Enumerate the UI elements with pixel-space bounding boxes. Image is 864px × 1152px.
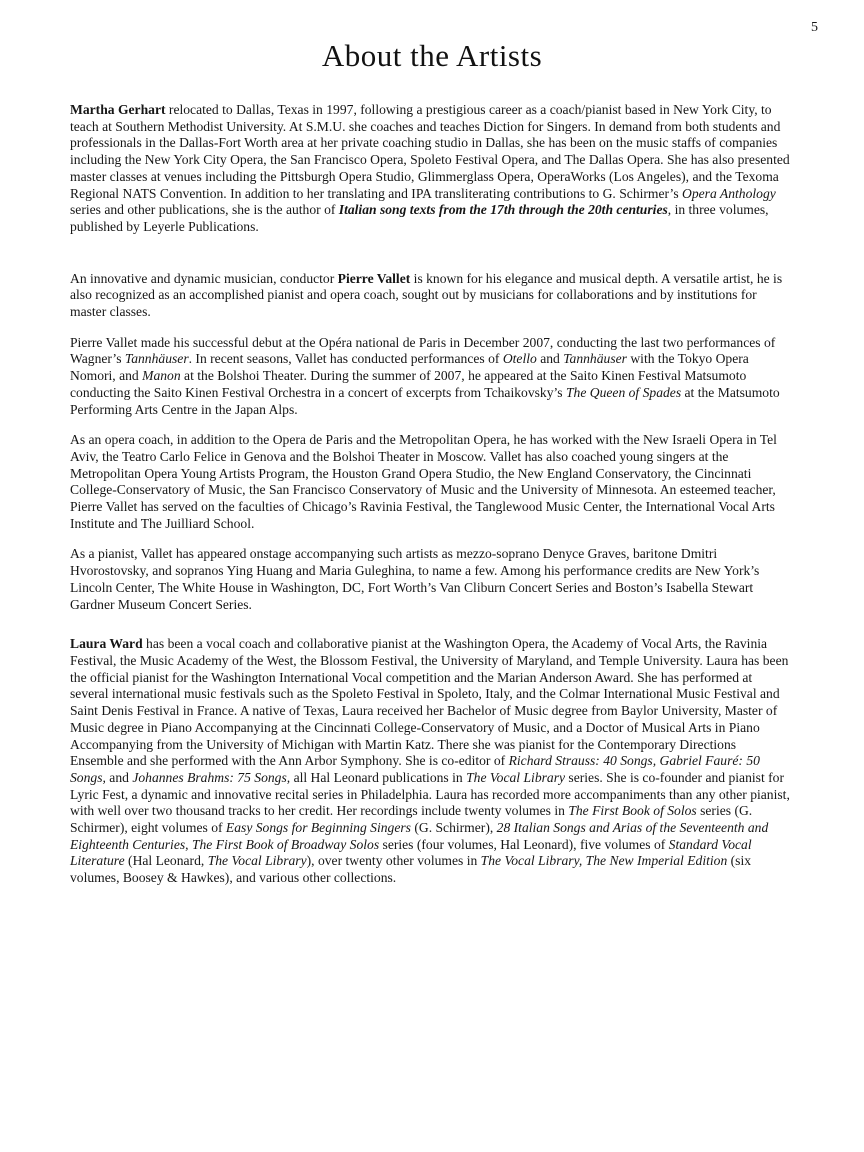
paragraph-pierre-vallet-conducting [70,335,792,419]
paragraph-martha-gerhart [70,102,792,236]
text-run: at the Matsumoto Performing Arts Centre in the Japan Alps. [70,384,780,417]
text-run: with the Tokyo Opera Nomori, and [70,351,749,384]
text-run: The First Book of Broadway Solos [191,836,380,852]
text-run: all Hal Leonard publications in [290,769,467,785]
text-run: Manon [142,368,181,384]
text-run: series. She is co-founder and pianist for Lyric Fest, a dynamic and innovative recital series in Philadelphia. Laura has recorded more accompaniments than any other pianist, with well over two thousand tracks to her credit. Her recordings include twenty volumes in [70,769,790,819]
text-run: The First Book of Solos [568,803,697,819]
text-run: and [536,351,564,367]
paragraph-pierre-vallet-pianist [70,546,792,613]
text-run: 28 Italian Songs and Arias of the Seventeenth and Eighteenth Centuries [70,820,769,852]
text-run: Martha Gerhart [70,102,166,117]
text-run: . In recent seasons, Vallet has conducted performances of [188,351,503,367]
text-run: relocated to Dallas, Texas in 1997, following a prestigious career as a coach/pianist based in New York City, to teach at Southern Methodist University. At S.M.U. she coaches and teaches Diction for Singers. In demand from both students and professionals in the Dallas-Fort Worth area at her private coaching studio in Dallas, she has been on the music staffs of companies including the New York City Opera, the San Francisco Opera, Spoleto Festival Opera, and The Dallas Opera. She has also presented master classes at venues including the Pittsburgh Opera Studio, Glimmerglass Opera, OperaWorks (Los Angeles), and the Texoma Regional NATS Convention. In addition to her translating and IPA transliterating contributions to G. Schirmer’s [70,102,790,201]
paragraph-pierre-vallet-intro [70,271,792,321]
text-run: Italian song texts from the 17th through the 20th centuries [338,202,668,218]
text-run: has been a vocal coach and collaborative pianist at the Washington Opera, the Academy of Vocal Arts, the Ravinia Festival, the Music Academy of the West, the Blossom Festival, the University of Maryland, and Temple University. Laura has been the official pianist for the Washington International Vocal competition and the Marian Anderson Award. She has performed at several international music festivals such as the Spoleto Festival in Spoleto, Italy, and the Colmar International Music Festival and Saint Denis Festival in France. A native of Texas, Laura received her Bachelor of Music degree from Baylor University, Master of Music degree in Piano Accompanying at the Cincinnati College-Conservatory of Music, and a Doctor of Musical Arts in Piano Accompanying from the University of Michigan with Martin Katz. There she was pianist for the Contemporary Directions Ensemble and she performed with the Ann Arbor Symphony. She is co-editor of [70,636,789,769]
text-run: The Vocal Library [207,853,307,869]
text-run: (G. Schirmer), [410,820,497,836]
text-run: Pierre Vallet [337,270,411,286]
text-run: Standard Vocal Literature [70,836,752,869]
text-run: (Hal Leonard, [124,853,208,869]
text-run: The Vocal Library, The New Imperial Edition [480,853,728,869]
text-run: series (G. Schirmer), eight volumes of [70,803,753,836]
text-run: As a pianist, Vallet has appeared onstage accompanying such artists as mezzo-soprano Denyce Graves, baritone Dmitri Hvorostovsky, and sopranos Ying Huang and Maria Guleghina, to name a few. Among his performance credits are New York’s Lincoln Center, The White House in Washington, DC, Fort Worth’s Van Cliburn Concert Series and Boston’s Isabella Stewart Gardner Museum Concert Series. [70,546,760,612]
text-run: Easy Songs for Beginning Singers [225,820,411,836]
text-run: at the Bolshoi Theater. During the summer of 2007, he appeared at the Saito Kinen Festival Matsumoto conducting the Saito Kinen Festival Orchestra in a concert of excerpts from Tchaikovsky’s [70,368,747,400]
text-run: Tannhäuser [124,351,189,367]
page-content [0,74,864,887]
text-run: Johannes Brahms: 75 Songs, [132,769,291,785]
text-run: Opera Anthology [682,185,776,201]
text-run: is known for his elegance and musical depth. A versatile artist, he is also recognized as an accomplished pianist and opera coach, sought out by musicians for collaborations and by institutions for master classes. [70,270,783,320]
text-run: An innovative and dynamic musician, conductor [70,270,338,286]
text-run: The Vocal Library [466,769,566,785]
text-run: Pierre Vallet made his successful debut at the Opéra national de Paris in December 2007, conducting the last two performances of Wagner’s [70,334,776,367]
text-run: series and other publications, she is the author of [70,202,339,218]
text-run: , [185,836,192,852]
text-run: The Queen of Spades [565,384,682,400]
paragraph-pierre-vallet-opera-coach [70,432,792,532]
text-run: Otello [502,351,537,367]
page-number: 5 [811,20,818,35]
paragraph-laura-ward [70,636,792,887]
text-run: Richard Strauss: 40 Songs, Gabriel Fauré: 50 Songs, [70,753,760,785]
text-run: , in three volumes, published by Leyerle Publications. [70,202,769,234]
text-run: ), over twenty other volumes in [306,853,481,869]
text-run: (six volumes, Boosey & Hawkes), and various other collections. [70,853,752,886]
text-run: and [105,769,133,785]
text-run: Tannhäuser [563,351,627,367]
text-run: Laura Ward [70,636,143,652]
text-run: series (four volumes, Hal Leonard), five volumes of [379,836,669,852]
page-title: About the Artists [321,38,543,73]
text-run: As an opera coach, in addition to the Opera de Paris and the Metropolitan Opera, he has worked with the New Israeli Opera in Tel Aviv, the Teatro Carlo Felice in Genova and the Bolshoi Theater in Moscow. Vallet has also coached young singers at the Metropolitan Opera Young Artists Program, the Houston Grand Opera Studio, the New England Conservatory, the Cincinnati College-Conservatory of Music, the San Francisco Conservatory of Music and the University of Minnesota. An esteemed teacher, Pierre Vallet has served on the faculties of Chicago’s Ravinia Festival, the Tanglewood Music Center, the International Vocal Arts Institute and The Juilliard School. [70,432,777,531]
